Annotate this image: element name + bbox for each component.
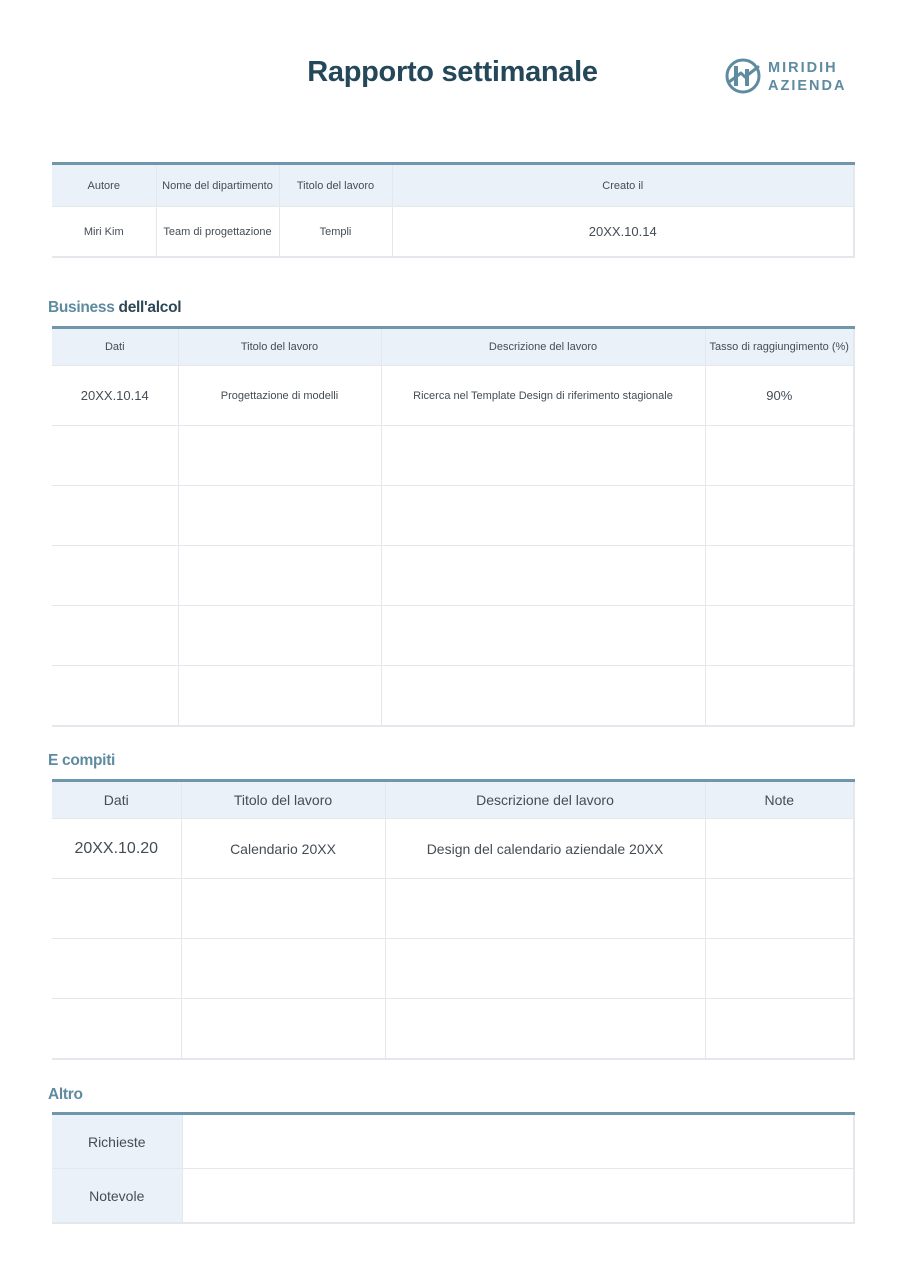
cell-description: [381, 426, 705, 486]
tasks-header-notes: Note: [705, 781, 854, 819]
table-row: [52, 486, 854, 546]
cell-date: [52, 546, 178, 606]
cell-description: [381, 666, 705, 727]
business-header-job-title: Titolo del lavoro: [178, 328, 381, 366]
cell-job-title: [181, 999, 385, 1060]
info-job-title: Templi: [279, 207, 392, 258]
cell-rate: [705, 606, 854, 666]
cell-job-title: Calendario 20XX: [181, 819, 385, 879]
business-header-date: Dati: [52, 328, 178, 366]
table-row: [52, 426, 854, 486]
cell-date: 20XX.10.14: [52, 366, 178, 426]
cell-notes: [705, 819, 854, 879]
cell-description: [385, 879, 705, 939]
table-row: [52, 366, 854, 426]
cell-job-title: [181, 879, 385, 939]
cell-notes: [705, 879, 854, 939]
table-row: [52, 546, 854, 606]
cell-job-title: [178, 666, 381, 727]
logo-line1: MIRIDIH: [768, 60, 838, 76]
tasks-header-date: Dati: [52, 781, 181, 819]
tasks-header-description: Descrizione del lavoro: [385, 781, 705, 819]
logo-mark-icon: [724, 57, 762, 95]
cell-date: [52, 666, 178, 727]
cell-date: [52, 486, 178, 546]
info-author: Miri Kim: [52, 207, 156, 258]
cell-date: [52, 879, 181, 939]
table-row: [52, 1114, 854, 1169]
cell-description: [385, 939, 705, 999]
cell-notes: [705, 939, 854, 999]
cell-job-title: [181, 939, 385, 999]
logo-line2: AZIENDA: [768, 78, 847, 94]
cell-date: [52, 999, 181, 1060]
cell-job-title: [178, 426, 381, 486]
page-title: Rapporto settimanale: [307, 56, 598, 88]
section-title-tasks: E compiti: [48, 752, 116, 769]
other-table: [52, 1112, 855, 1224]
cell-date: [52, 426, 178, 486]
notable-label: Notevole: [52, 1169, 182, 1224]
table-row: [52, 819, 854, 879]
info-header-department: Nome del dipartimento: [156, 164, 279, 207]
table-row: [52, 879, 854, 939]
business-header-description: Descrizione del lavoro: [381, 328, 705, 366]
cell-job-title: [178, 546, 381, 606]
requests-label: Richieste: [52, 1114, 182, 1169]
info-department: Team di progettazione: [156, 207, 279, 258]
cell-job-title: Progettazione di modelli: [178, 366, 381, 426]
cell-notes: [705, 999, 854, 1060]
section-title-business: [48, 299, 181, 317]
cell-date: [52, 939, 181, 999]
table-row: [52, 666, 854, 727]
cell-date: 20XX.10.20: [52, 819, 181, 879]
cell-description: [381, 606, 705, 666]
cell-description: [381, 546, 705, 606]
cell-description: [385, 999, 705, 1060]
requests-value: [182, 1114, 854, 1169]
cell-rate: [705, 666, 854, 727]
business-header-rate: Tasso di raggiungimento (%): [705, 328, 854, 366]
cell-description: Design del calendario aziendale 20XX: [385, 819, 705, 879]
business-table: [52, 326, 855, 727]
cell-date: [52, 606, 178, 666]
tasks-table: [52, 779, 855, 1060]
table-row: [52, 606, 854, 666]
cell-rate: [705, 486, 854, 546]
cell-job-title: [178, 486, 381, 546]
tasks-header-job-title: Titolo del lavoro: [181, 781, 385, 819]
notable-value: [182, 1169, 854, 1224]
cell-rate: 90%: [705, 366, 854, 426]
cell-rate: [705, 546, 854, 606]
table-row: [52, 1169, 854, 1224]
cell-description: [381, 486, 705, 546]
table-row: [52, 939, 854, 999]
info-table: [52, 162, 855, 258]
section-title-rest: dell'alcol: [118, 299, 182, 316]
info-header-author: Autore: [52, 164, 156, 207]
section-title-accent: Business: [48, 299, 115, 316]
cell-rate: [705, 426, 854, 486]
section-title-other: Altro: [48, 1086, 83, 1103]
info-header-created: Creato il: [392, 164, 854, 207]
cell-job-title: [178, 606, 381, 666]
cell-description: Ricerca nel Template Design di riferimento stagionale: [381, 366, 705, 426]
info-header-job-title: Titolo del lavoro: [279, 164, 392, 207]
info-created-date: 20XX.10.14: [392, 207, 854, 258]
table-row: [52, 999, 854, 1060]
